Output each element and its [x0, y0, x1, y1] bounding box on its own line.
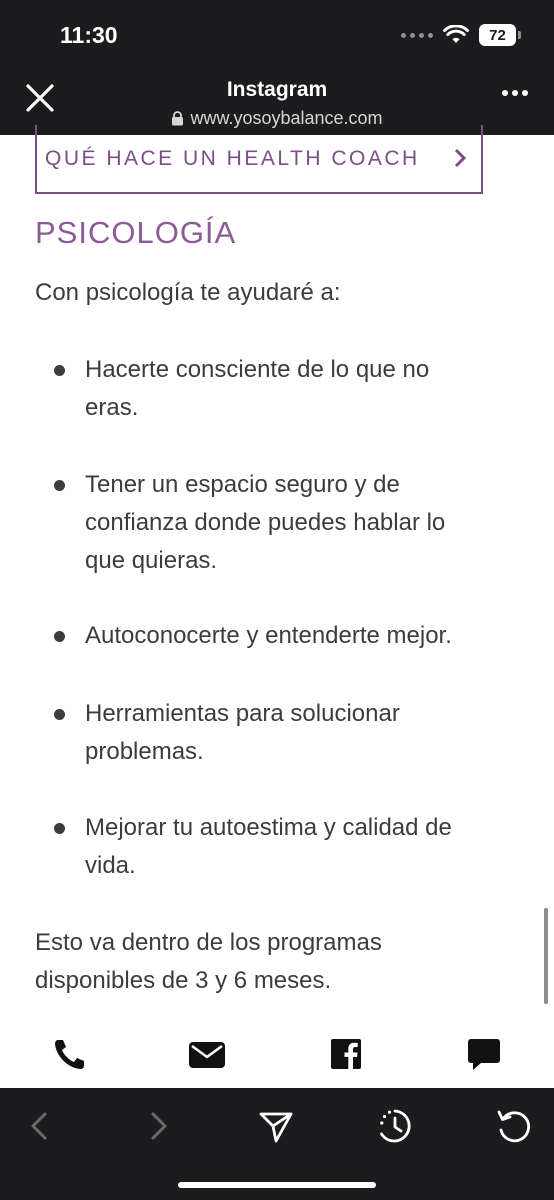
- bullet-dot: [54, 365, 65, 376]
- top-bar: [0, 0, 554, 135]
- outro-line: disponibles de 3 y 6 meses.: [35, 967, 332, 994]
- list-item: [85, 695, 485, 771]
- list-item-line: confianza donde puedes hablar lo: [85, 509, 446, 536]
- list-item-line: Mejorar tu autoestima y calidad de: [85, 814, 452, 841]
- list-item-line: Tener un espacio seguro y de: [85, 471, 400, 498]
- section-heading: PSICOLOGÍA: [35, 215, 237, 250]
- url-text: www.yosoybalance.com: [190, 108, 383, 128]
- wifi-icon: [443, 25, 469, 45]
- forward-icon[interactable]: [138, 1106, 178, 1146]
- status-time: 11:30: [60, 22, 118, 48]
- chat-icon[interactable]: [464, 1034, 504, 1074]
- signal-dots-icon: [401, 33, 433, 38]
- status-icons: [401, 24, 516, 46]
- intro-text: Con psicología te ayudaré a:: [35, 279, 341, 306]
- health-coach-button[interactable]: [35, 125, 483, 194]
- list-item: [85, 351, 485, 427]
- browser-title: Instagram: [226, 78, 328, 101]
- mail-icon[interactable]: [187, 1034, 227, 1074]
- more-icon[interactable]: [502, 90, 528, 96]
- list-item-line: Hacerte consciente de lo que no: [85, 356, 430, 383]
- share-icon[interactable]: [256, 1106, 296, 1146]
- facebook-icon[interactable]: [326, 1034, 366, 1074]
- health-coach-label: QUÉ HACE UN HEALTH COACH: [45, 146, 420, 170]
- list-item-line: que quieras.: [85, 547, 218, 574]
- bullet-dot: [54, 480, 65, 491]
- contact-bar: [0, 1026, 554, 1088]
- battery-icon: 72: [479, 24, 516, 46]
- phone-icon[interactable]: [50, 1034, 90, 1074]
- bullet-dot: [54, 823, 65, 834]
- bullet-dot: [54, 631, 65, 642]
- list-item-line: vida.: [85, 852, 136, 879]
- list-item: [85, 617, 485, 655]
- bullet-dot: [54, 709, 65, 720]
- lock-icon: [171, 111, 184, 126]
- chevron-right-icon: [453, 147, 467, 169]
- outro-text: [35, 924, 495, 1000]
- list-item-line: eras.: [85, 394, 139, 421]
- list-item: [85, 466, 485, 580]
- list-item-line: Autoconocerte y entenderte mejor.: [85, 622, 452, 649]
- list-item-line: Herramientas para solucionar: [85, 700, 400, 727]
- list-item-line: problemas.: [85, 738, 204, 765]
- scrollbar[interactable]: [544, 908, 548, 1004]
- list-item: [85, 809, 485, 885]
- home-indicator: [178, 1182, 376, 1188]
- outro-line: Esto va dentro de los programas: [35, 929, 382, 956]
- back-icon[interactable]: [20, 1106, 60, 1146]
- history-icon[interactable]: [375, 1106, 415, 1146]
- reload-icon[interactable]: [494, 1106, 534, 1146]
